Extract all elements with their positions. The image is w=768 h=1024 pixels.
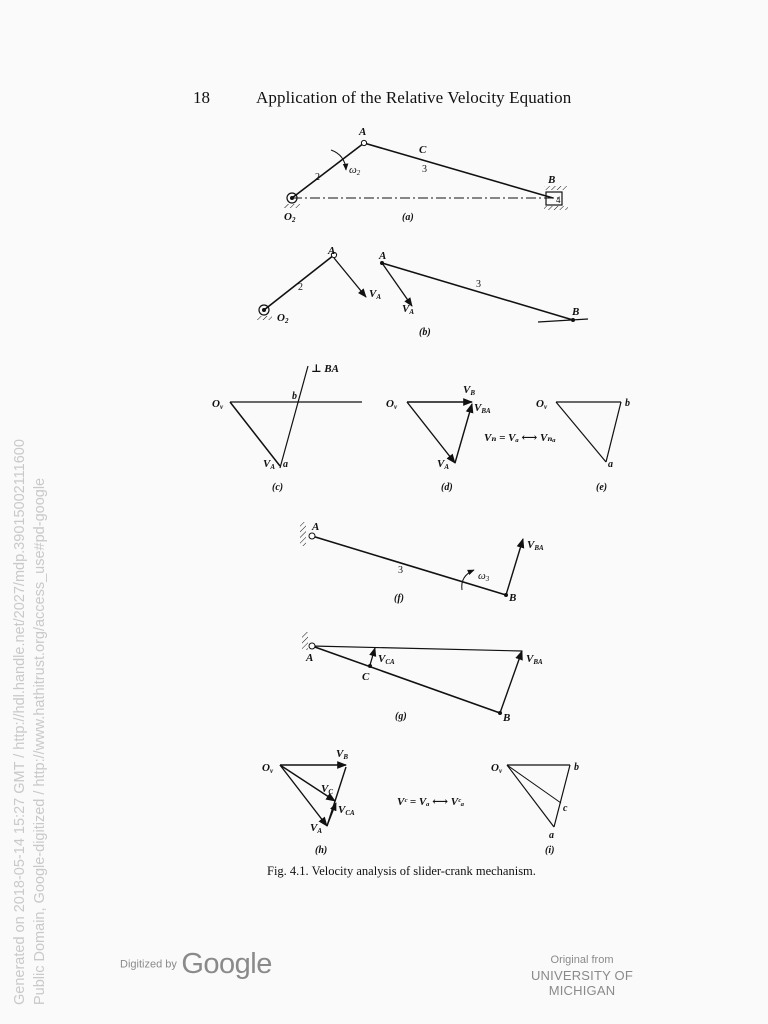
label-e-b: b <box>625 398 630 409</box>
label-b-a-link: A <box>379 250 387 262</box>
label-d-vb: VB <box>463 384 476 397</box>
label-a-point: A <box>359 126 367 138</box>
panel-label-h: (h) <box>315 845 328 856</box>
label-va-2: VA <box>402 303 415 316</box>
panel-b <box>256 245 588 338</box>
label-link-3: 3 <box>422 164 427 175</box>
label-o2: O2 <box>284 211 296 224</box>
equation-vc: Vᶜ = Vₐ ⟷ Vᶜₐ <box>397 796 465 808</box>
label-va-1: VA <box>369 288 382 301</box>
panel-label-e: (e) <box>596 482 608 493</box>
label-c-b: b <box>292 391 297 402</box>
page-title: Application of the Relative Velocity Equation <box>256 88 572 107</box>
label-i-c: c <box>563 803 568 814</box>
panel-e <box>536 398 630 493</box>
label-f-vba: VBA <box>527 539 544 552</box>
label-omega2: ω2 <box>349 164 361 177</box>
panel-label-c: (c) <box>272 482 284 493</box>
label-g-c: C <box>362 671 370 683</box>
label-c-ov: Ov <box>212 398 224 411</box>
label-i-ov: Ov <box>491 762 503 775</box>
original-from-label: Original from <box>550 954 614 966</box>
hathitrust-watermark <box>0 0 60 1024</box>
watermark-line-2: Public Domain, Google-digitized / http://www.hathitrust.org/access_use#pd-google <box>32 477 48 1005</box>
panel-f <box>300 521 544 604</box>
panel-label-f: (f) <box>394 593 404 604</box>
label-d-vba: VBA <box>474 402 491 415</box>
label-h-vc: VC <box>321 783 334 796</box>
label-c-point: C <box>419 144 427 156</box>
panel-label-b: (b) <box>419 327 431 338</box>
label-perp-ba: ⊥ BA <box>311 363 339 375</box>
label-omega3: ω3 <box>478 570 490 583</box>
panel-label-i: (i) <box>545 845 555 856</box>
digitized-by-google <box>120 948 272 981</box>
label-h-ov: Ov <box>262 762 274 775</box>
label-c-va: VA <box>263 458 276 471</box>
label-h-va: VA <box>310 822 323 835</box>
panel-i <box>491 762 579 856</box>
label-h-vca: VCA <box>338 804 355 817</box>
watermark-line-1: Generated on 2018-05-14 15:27 GMT / http://hdl.handle.net/2027/mdp.39015002111600 <box>12 439 28 1005</box>
panel-a <box>284 126 568 224</box>
panel-h <box>262 748 464 856</box>
label-b-link-2: 2 <box>298 282 303 293</box>
label-d-ov: Ov <box>386 398 398 411</box>
google-logo: Google <box>181 948 272 980</box>
panel-label-g: (g) <box>395 711 407 722</box>
label-b-point: B <box>548 174 556 186</box>
label-e-ov: Ov <box>536 398 548 411</box>
panel-label-a: (a) <box>402 212 414 223</box>
equation-vb: Vₙ = Vₐ ⟷ Vₙₐ <box>484 432 556 444</box>
label-h-vb: VB <box>336 748 349 761</box>
panel-g <box>302 632 543 724</box>
label-g-b: B <box>503 712 511 724</box>
label-i-a: a <box>549 830 554 841</box>
label-c-a: a <box>283 459 288 470</box>
label-f-link-3: 3 <box>398 565 403 576</box>
digitized-by-label: Digitized by <box>120 958 177 971</box>
university-label: UNIVERSITY OF MICHIGAN <box>530 968 634 998</box>
label-f-b: B <box>509 592 517 604</box>
panel-label-d: (d) <box>441 482 453 493</box>
page-number: 18 <box>193 88 210 107</box>
label-b-a-crank: A <box>328 245 336 257</box>
label-link-2: 2 <box>315 172 320 183</box>
label-i-b: b <box>574 762 579 773</box>
label-f-a: A <box>312 521 320 533</box>
label-b-o2: O2 <box>277 312 289 325</box>
label-b-b: B <box>572 306 580 318</box>
label-e-a: a <box>608 459 613 470</box>
label-g-a: A <box>306 652 314 664</box>
figure-caption: Fig. 4.1. Velocity analysis of slider-crank mechanism. <box>267 864 536 878</box>
original-from <box>497 954 667 998</box>
label-g-vca: VCA <box>378 653 395 666</box>
panel-c <box>212 363 362 493</box>
label-b-link-3: 3 <box>476 279 481 290</box>
label-g-vba: VBA <box>526 653 543 666</box>
label-link-4: 4 <box>556 195 561 205</box>
label-d-va: VA <box>437 458 450 471</box>
panel-d <box>386 384 556 493</box>
